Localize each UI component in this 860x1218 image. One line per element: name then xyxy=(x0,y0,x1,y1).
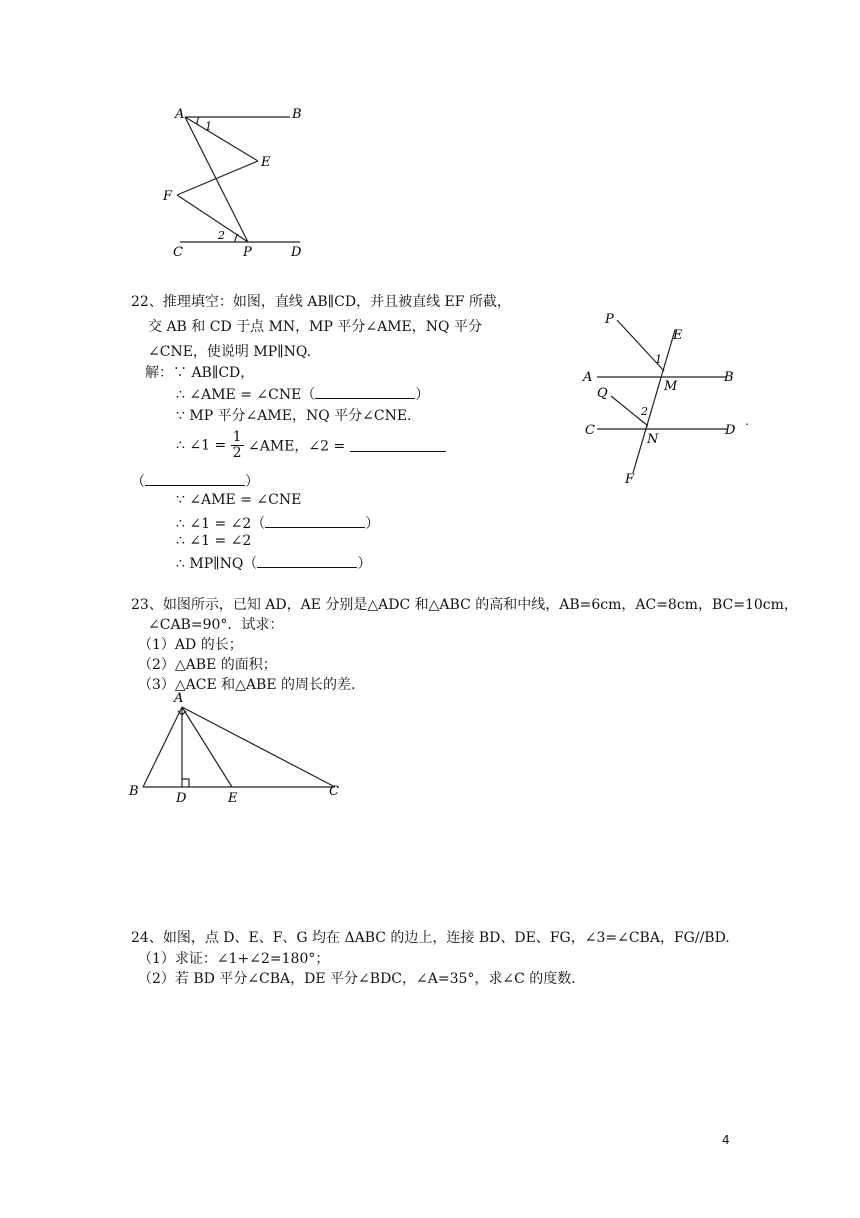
q22-step9 xyxy=(176,553,371,573)
fraction-one-half xyxy=(231,430,244,461)
q22-step1: 解：∵ AB∥CD， xyxy=(145,365,255,381)
label-A: A xyxy=(175,107,185,122)
label-P: P xyxy=(243,245,252,260)
q22-line3: ∠CNE，使说明 MP∥NQ. xyxy=(148,344,312,360)
q24-item1: （1）求证：∠1+∠2=180°； xyxy=(138,951,330,967)
q22-blank4[interactable] xyxy=(265,515,365,528)
angle-1-label: 1 xyxy=(205,120,212,133)
label-E: E xyxy=(673,328,683,343)
label-P: P xyxy=(605,312,614,327)
q23-line1: 23、如图所示，已知 AD，AE 分别是△ADC 和△ABC 的高和中线，AB=6cm，AC=8cm，BC=10cm， xyxy=(131,597,798,613)
q22-step4b: ∠AME，∠2 = xyxy=(248,438,346,455)
q22-step5-open: （ xyxy=(131,474,145,490)
label-B: B xyxy=(129,784,139,799)
label-E: E xyxy=(228,791,238,805)
q24-line1: 24、如图，点 D、E、F、G 均在 ΔABC 的边上，连接 BD、DE、FG，∠3=∠CBA，FG//BD. xyxy=(131,930,730,946)
q22-step5 xyxy=(131,471,259,491)
q22-step4a: ∴ ∠1 = xyxy=(176,437,227,454)
angle-1-label: 1 xyxy=(655,353,662,366)
q22-blank2[interactable] xyxy=(350,439,446,452)
label-A: A xyxy=(583,370,593,385)
q23-item2: （2）△ABE 的面积； xyxy=(138,657,277,673)
fraction-numerator: 1 xyxy=(232,429,242,445)
label-D: D xyxy=(291,245,302,260)
q22-close4: ） xyxy=(365,516,380,532)
q22-blank1[interactable] xyxy=(315,386,415,399)
q22-step8: ∴ ∠1 = ∠2 xyxy=(176,533,252,549)
angle-2-label: 2 xyxy=(218,229,225,242)
angle-2-label: 2 xyxy=(641,405,648,418)
label-B: B xyxy=(292,107,302,122)
label-F: F xyxy=(163,189,173,204)
q23-item1: （1）AD 的长； xyxy=(138,637,243,653)
label-F: F xyxy=(625,472,635,487)
label-M: M xyxy=(664,379,678,394)
label-Q: Q xyxy=(597,386,608,401)
q22-line1: 22、推理填空：如图，直线 AB∥CD，并且被直线 EF 所截， xyxy=(131,294,511,310)
label-E: E xyxy=(261,155,271,170)
q22-close1: ） xyxy=(415,387,430,403)
q22-step2-text: ∴ ∠AME = ∠CNE（ xyxy=(176,387,316,403)
label-B: B xyxy=(724,370,734,385)
q22-step4 xyxy=(176,430,446,461)
q22-step7-text: ∴ ∠1 = ∠2（ xyxy=(176,516,266,532)
q22-close5: ） xyxy=(357,556,372,572)
q22-step3: ∵ MP 平分∠AME，NQ 平分∠CNE. xyxy=(176,408,412,424)
q23-item3: （3）△ACE 和△ABE 的周长的差. xyxy=(138,677,356,693)
label-N: N xyxy=(647,432,659,447)
q22-step7 xyxy=(176,513,379,533)
figure-q23 xyxy=(125,690,350,805)
q24-item2: （2）若 BD 平分∠CBA，DE 平分∠BDC，∠A=35°，求∠C 的度数. xyxy=(138,971,576,987)
q22-close3: ） xyxy=(245,474,259,490)
q22-step9-text: ∴ MP∥NQ（ xyxy=(176,556,258,572)
figure-q22 xyxy=(575,305,760,490)
trailing-dot: . xyxy=(745,414,749,428)
q22-blank3[interactable] xyxy=(145,473,245,486)
page-number: 4 xyxy=(722,1133,730,1147)
label-C: C xyxy=(329,784,339,799)
label-D: D xyxy=(176,791,187,805)
figure-q21 xyxy=(155,100,325,260)
q23-line2: ∠CAB=90°．试求： xyxy=(148,617,284,633)
fraction-denominator: 2 xyxy=(232,445,242,461)
q22-step6: ∵ ∠AME = ∠CNE xyxy=(176,492,302,508)
q22-blank5[interactable] xyxy=(257,555,357,568)
label-C: C xyxy=(585,423,595,438)
q22-line2: 交 AB 和 CD 于点 MN，MP 平分∠AME，NQ 平分 xyxy=(148,319,482,335)
label-D: D xyxy=(725,423,736,438)
q22-step2 xyxy=(176,384,429,404)
label-C: C xyxy=(173,245,183,260)
label-A: A xyxy=(174,691,184,706)
